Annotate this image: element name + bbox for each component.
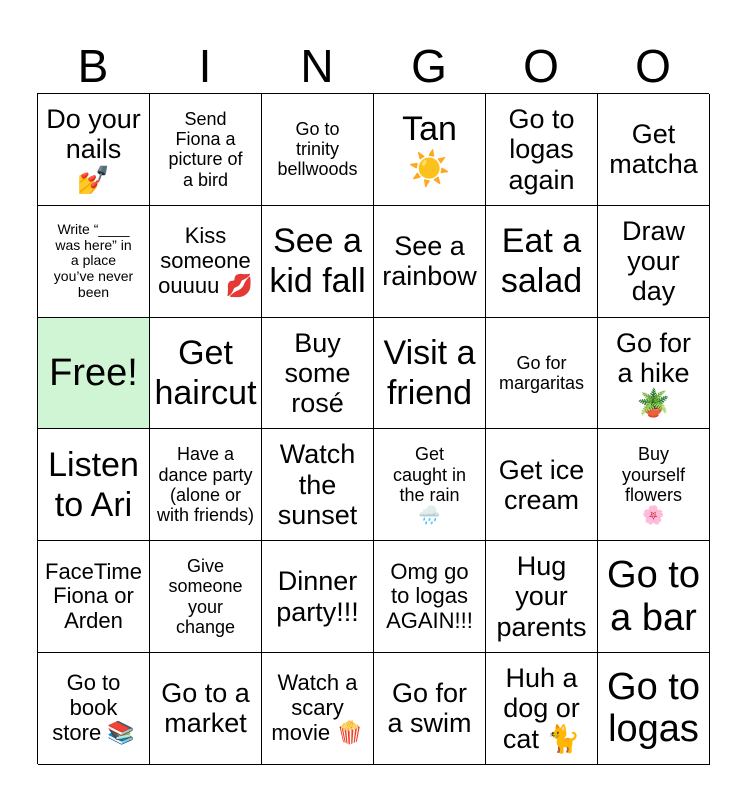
bingo-square-text: Free! — [49, 351, 138, 394]
bingo-square[interactable] — [150, 429, 262, 541]
bingo-square[interactable] — [38, 206, 150, 318]
bingo-square-text: Go to logas again — [508, 104, 575, 195]
bingo-square-text: Go to book store 📚 — [52, 670, 135, 745]
bingo-square[interactable] — [598, 94, 710, 206]
bingo-square[interactable] — [486, 541, 598, 653]
bingo-square-text: Tan ☀️ — [402, 110, 457, 189]
bingo-square-text: Dinner party!!! — [276, 566, 359, 627]
header-letter-g: G — [411, 40, 447, 92]
bingo-square-text: FaceTime Fiona or Arden — [45, 558, 142, 633]
bingo-square[interactable] — [38, 541, 150, 653]
bingo-square[interactable] — [262, 206, 374, 318]
bingo-square[interactable] — [598, 206, 710, 318]
bingo-square[interactable] — [374, 429, 486, 541]
bingo-square[interactable] — [150, 318, 262, 430]
bingo-square[interactable] — [150, 541, 262, 653]
bingo-square-text: Draw your day — [621, 215, 685, 307]
bingo-square[interactable] — [598, 653, 710, 765]
header-letter-o-2: O — [635, 40, 671, 92]
bingo-square[interactable] — [374, 653, 486, 765]
bingo-header — [37, 38, 709, 94]
bingo-square[interactable] — [486, 94, 598, 206]
bingo-square-text: Omg go to logas AGAIN!!! — [386, 558, 473, 633]
bingo-square[interactable] — [262, 318, 374, 430]
bingo-square-text: Go to trinity bellwoods — [277, 119, 358, 180]
bingo-square[interactable] — [38, 94, 150, 206]
bingo-square-text: Send Fiona a picture of a bird — [168, 109, 243, 190]
bingo-square[interactable] — [374, 541, 486, 653]
bingo-square[interactable] — [598, 541, 710, 653]
bingo-square[interactable] — [486, 318, 598, 430]
bingo-square-text: Get ice cream — [498, 454, 585, 515]
bingo-square-text: Go for a hike 🪴 — [615, 327, 692, 419]
bingo-board — [37, 93, 709, 764]
bingo-square-text: Get caught in the rain 🌧️ — [392, 444, 467, 525]
bingo-square-text: See a rainbow — [382, 230, 477, 292]
bingo-square-text: Buy yourself flowers 🌸 — [621, 444, 686, 525]
bingo-square[interactable] — [374, 318, 486, 430]
bingo-square-text: Go to logas — [607, 665, 700, 751]
bingo-square-text: Visit a friend — [383, 333, 476, 412]
bingo-square[interactable] — [38, 429, 150, 541]
bingo-square-text: Go to a market — [161, 678, 250, 739]
bingo-square[interactable] — [486, 653, 598, 765]
bingo-square[interactable] — [150, 653, 262, 765]
bingo-square-text: Go for a swim — [387, 678, 472, 739]
bingo-square-text: Go to a bar — [607, 554, 700, 639]
bingo-square-text: Do your nails 💅 — [46, 104, 141, 195]
bingo-square-text: Watch a scary movie 🍿 — [271, 670, 364, 745]
header-letter-i: I — [198, 40, 212, 92]
bingo-square-text: Hug your parents — [496, 551, 587, 642]
bingo-square-text: Go for margaritas — [498, 352, 585, 393]
bingo-square-text: Get haircut — [154, 333, 257, 412]
bingo-square[interactable] — [598, 429, 710, 541]
bingo-square-text: Write “____ was here” in a place you’ve never been — [53, 221, 134, 300]
bingo-square[interactable] — [486, 429, 598, 541]
bingo-square-text: Huh a dog or cat 🐈 — [502, 663, 581, 754]
bingo-square[interactable] — [486, 206, 598, 318]
bingo-square[interactable] — [262, 429, 374, 541]
header-letter-n: N — [300, 40, 334, 92]
bingo-square[interactable] — [262, 653, 374, 765]
bingo-square[interactable] — [262, 541, 374, 653]
bingo-square-text: Get matcha — [609, 119, 698, 180]
bingo-square-text: See a kid fall — [269, 222, 366, 301]
bingo-square-text: Kiss someone ouuuu 💋 — [158, 223, 253, 298]
header-letter-o: O — [523, 40, 559, 92]
bingo-square[interactable] — [262, 94, 374, 206]
bingo-square-text: Watch the sunset — [277, 439, 358, 530]
bingo-square-text: Buy some rosé — [284, 327, 351, 419]
bingo-square[interactable] — [38, 653, 150, 765]
bingo-square[interactable] — [150, 206, 262, 318]
bingo-square-text: Eat a salad — [500, 222, 583, 301]
bingo-square-text: Give someone your change — [168, 556, 243, 637]
free-square[interactable] — [38, 318, 150, 430]
bingo-square[interactable] — [374, 206, 486, 318]
bingo-square[interactable] — [150, 94, 262, 206]
bingo-square-text: Have a dance party (alone or with friends) — [156, 444, 255, 525]
header-letter-b: B — [77, 40, 109, 92]
bingo-square[interactable] — [374, 94, 486, 206]
bingo-square[interactable] — [598, 318, 710, 430]
bingo-square-text: Listen to Ari — [48, 445, 139, 524]
